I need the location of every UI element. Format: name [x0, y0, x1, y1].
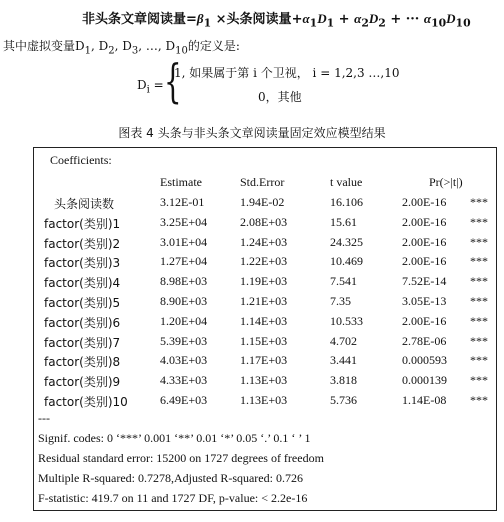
definition-prefix: 其中虚拟变量D: [3, 39, 85, 53]
separator-line: ---: [38, 411, 50, 425]
piecewise-sub: i: [146, 84, 150, 96]
alpha2-subscript: 2: [361, 16, 369, 30]
coef-cell-t: 16.106: [330, 195, 363, 209]
coef-cell-name: factor(类别)1: [44, 216, 121, 231]
coef-cell-name: factor(类别)5: [44, 296, 121, 310]
alpha10-subscript: 10: [431, 16, 447, 30]
column-header-estimate: Estimate: [160, 175, 202, 189]
definition-sub: 3: [131, 45, 139, 57]
coef-cell-stderr: 1.13E+03: [240, 373, 288, 388]
coef-cell-estimate: 6.49E+03: [160, 393, 208, 407]
piecewise-case-2: 0，其他: [258, 90, 302, 104]
coef-cell-sig: ***: [470, 313, 488, 328]
times-symbol: ×: [211, 12, 227, 27]
coef-cell-p: 2.78E-06: [402, 333, 447, 348]
column-header-pvalue: Pr(>|t|): [429, 175, 463, 189]
alpha2-symbol: α: [354, 11, 362, 26]
d10-symbol: D: [446, 11, 456, 26]
coef-cell-t: 5.736: [330, 393, 357, 407]
coef-cell-sig: ***: [470, 373, 488, 388]
coef-cell-estimate: 3.12E-01: [160, 195, 205, 209]
coef-cell-stderr: 1.17E+03: [240, 353, 288, 368]
coef-cell-estimate: 1.27E+04: [160, 254, 208, 269]
coef-cell-estimate: 1.20E+04: [160, 313, 208, 328]
coef-cell-t: 10.533: [330, 313, 363, 328]
coef-cell-name: factor(类别)9: [44, 375, 121, 390]
coef-cell-t: 7.541: [330, 274, 357, 289]
figure-caption: 图表 4 头条与非头条文章阅读量固定效应模型结果: [118, 126, 386, 140]
coef-cell-name: factor(类别)7: [44, 335, 121, 350]
coef-cell-name: factor(类别)3: [44, 256, 121, 271]
coef-cell-p: 7.52E-14: [402, 274, 447, 289]
f-statistic: F-statistic: 419.7 on 11 and 1727 DF, p-value: < 2.2e-16: [38, 491, 308, 505]
column-header-stderr: Std.Error: [240, 175, 285, 189]
coefficients-header: Coefficients:: [50, 153, 112, 167]
coef-cell-stderr: 1.19E+03: [240, 274, 288, 289]
coef-cell-stderr: 1.94E-02: [240, 195, 285, 209]
piecewise-d: D: [137, 78, 147, 92]
coef-cell-stderr: 1.14E+03: [240, 313, 288, 328]
regression-equation: [82, 8, 471, 30]
d1-subscript: 1: [326, 16, 335, 30]
regression-output-box: [33, 147, 497, 511]
left-brace-icon: {: [164, 54, 182, 108]
coef-cell-stderr: 1.13E+03: [240, 393, 288, 407]
r-squared: Multiple R-squared: 0.7278,Adjusted R-squared: 0.726: [38, 471, 303, 485]
coef-cell-name: factor(类别)8: [44, 355, 121, 370]
coef-cell-sig: ***: [470, 214, 488, 229]
dummy-definition-line: [3, 37, 240, 56]
coef-cell-p: 2.00E-16: [402, 254, 447, 269]
d2-subscript: 2: [378, 16, 386, 30]
beta-symbol: β: [196, 11, 204, 26]
coef-cell-sig: ***: [470, 393, 488, 407]
d10-subscript: 10: [455, 16, 471, 30]
piecewise-equals: =: [149, 78, 164, 92]
ellipsis-symbol: + ···: [385, 12, 424, 27]
definition-sub: 1: [84, 45, 91, 57]
coef-cell-p: 2.00E-16: [402, 234, 447, 249]
piecewise-case-1: 1, 如果属于第 i 个卫视， i = 1,2,3 …,10: [174, 66, 400, 80]
coef-cell-t: 3.441: [330, 353, 357, 368]
coef-cell-p: 1.14E-08: [402, 393, 447, 407]
coef-cell-stderr: 1.15E+03: [240, 333, 288, 348]
column-header-tvalue: t value: [330, 175, 363, 189]
coef-cell-estimate: 3.01E+04: [160, 234, 208, 249]
coef-cell-p: 0.000139: [402, 373, 447, 388]
beta-subscript: 1: [203, 16, 212, 30]
definition-comma: , …, D: [138, 39, 176, 53]
equation-lhs: 非头条文章阅读量=: [82, 12, 197, 27]
coef-cell-t: 10.469: [330, 254, 363, 269]
coef-cell-t: 4.702: [330, 333, 357, 348]
coef-cell-t: 15.61: [330, 214, 357, 229]
coef-cell-t: 7.35: [330, 294, 351, 308]
coef-cell-p: 3.05E-13: [402, 294, 447, 308]
equation-variable: 头条阅读量: [226, 12, 292, 27]
alpha1-subscript: 1: [309, 16, 318, 30]
coef-cell-p: 2.00E-16: [402, 195, 447, 209]
definition-suffix: 的定义是:: [187, 39, 240, 53]
coef-cell-estimate: 4.03E+03: [160, 353, 208, 368]
coef-cell-estimate: 4.33E+03: [160, 373, 208, 388]
alpha1-symbol: α: [302, 11, 310, 26]
coef-cell-sig: ***: [470, 294, 488, 308]
coef-cell-name: 头条阅读数: [54, 197, 115, 211]
coef-cell-stderr: 1.21E+03: [240, 294, 288, 308]
plus-symbol: +: [291, 12, 303, 27]
coef-cell-p: 2.00E-16: [402, 313, 447, 328]
definition-comma: , D: [114, 39, 132, 53]
coef-cell-sig: ***: [470, 333, 488, 348]
coef-cell-sig: ***: [470, 353, 488, 368]
coef-cell-sig: ***: [470, 234, 488, 249]
signif-codes: Signif. codes: 0 ‘***’ 0.001 ‘**’ 0.01 ‘*’ 0.05 ‘.’ 0.1 ‘ ’ 1: [38, 431, 311, 445]
coef-cell-name: factor(类别)2: [44, 236, 121, 251]
residual-standard-error: Residual standard error: 15200 on 1727 degrees of freedom: [38, 451, 324, 465]
coef-cell-estimate: 8.90E+03: [160, 294, 208, 308]
coef-cell-sig: ***: [470, 195, 488, 209]
coef-cell-p: 2.00E-16: [402, 214, 447, 229]
coef-cell-sig: ***: [470, 254, 488, 269]
coef-cell-estimate: 3.25E+04: [160, 214, 208, 229]
coef-cell-name: factor(类别)4: [44, 276, 121, 291]
definition-sub: 2: [108, 45, 115, 57]
coef-cell-name: factor(类别)10: [44, 395, 128, 409]
coef-cell-estimate: 8.98E+03: [160, 274, 208, 289]
coef-cell-estimate: 5.39E+03: [160, 333, 208, 348]
coef-cell-stderr: 1.22E+03: [240, 254, 288, 269]
coef-cell-stderr: 1.24E+03: [240, 234, 288, 249]
coef-cell-name: factor(类别)6: [44, 315, 121, 330]
coef-cell-t: 24.325: [330, 234, 363, 249]
plus-symbol: +: [334, 12, 355, 27]
alpha10-symbol: α: [423, 11, 432, 26]
definition-sub: 10: [175, 45, 188, 57]
definition-comma: , D: [91, 39, 109, 53]
coef-cell-t: 3.818: [330, 373, 357, 388]
coef-cell-stderr: 2.08E+03: [240, 214, 288, 229]
d2-symbol: D: [368, 11, 379, 26]
d1-symbol: D: [317, 11, 327, 26]
coef-cell-sig: ***: [470, 274, 488, 289]
coef-cell-p: 0.000593: [402, 353, 447, 368]
piecewise-lhs: [137, 78, 164, 95]
